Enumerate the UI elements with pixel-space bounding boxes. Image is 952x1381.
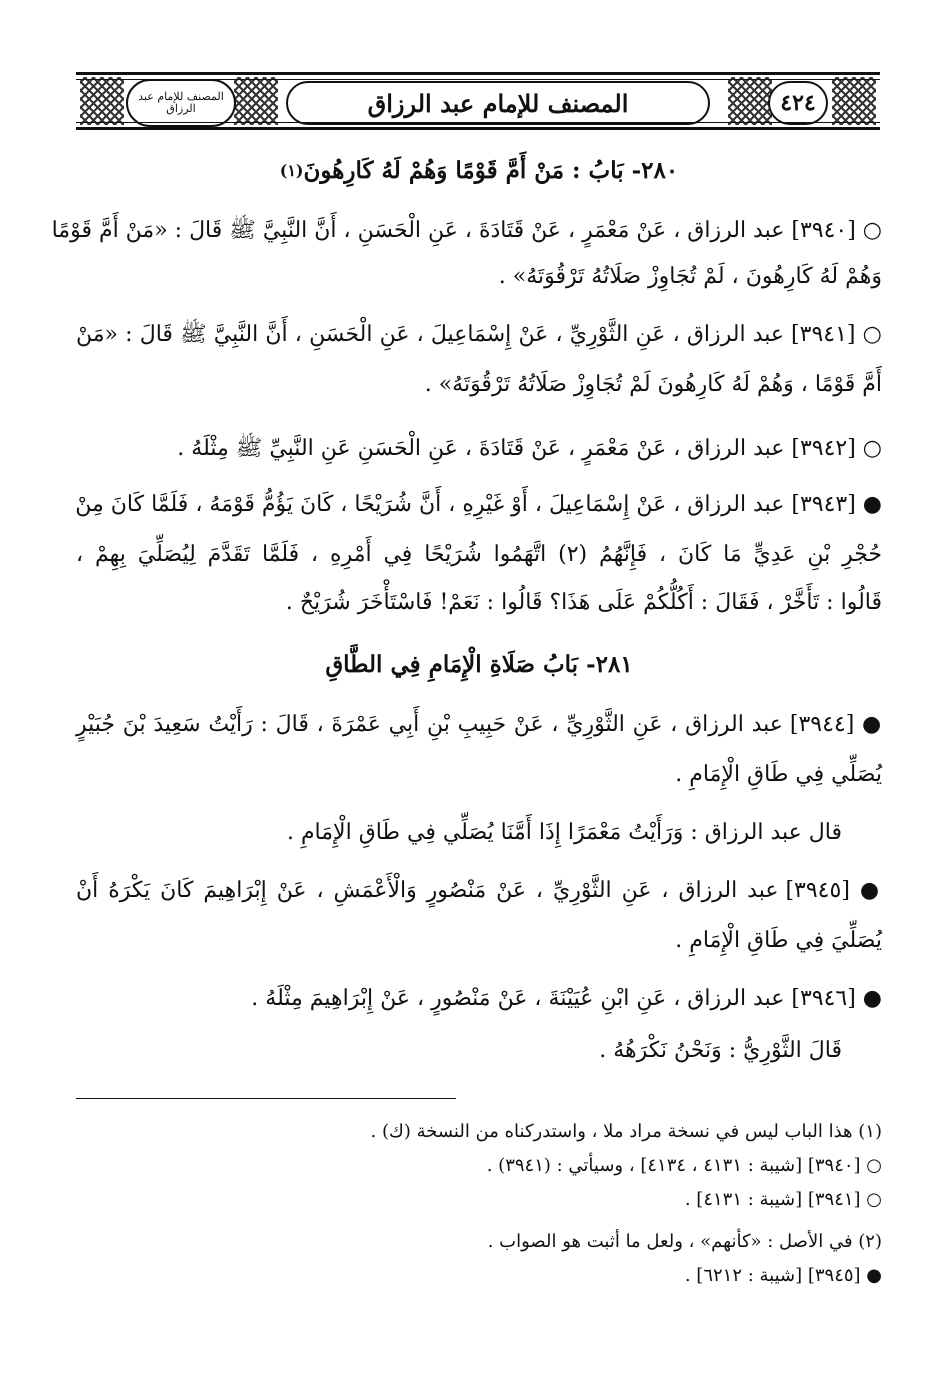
hadith-3943-line-2: حُجْرِ بْنِ عَدِيٍّ مَا كَانَ ، فَإِنَّهُمُ (٢) اتَّهَمُوا شُرَيْحًا فِي أَمْرِهِ ، فَلَمَّا تَقَدَّمَ لِيُصَلِّيَ بِهِمْ ، — [76, 542, 883, 567]
hadith-3944-comment: قال عبد الرزاق : وَرَأَيْتُ مَعْمَرًا إِذَا أَمَّنَا يُصَلِّي فِي طَاقِ الْإِمَامِ . — [286, 820, 842, 845]
hadith-3943-line-1: ● [٣٩٤٣] عبد الرزاق ، عَنْ إِسْمَاعِيلَ ، أَوْ غَيْرِهِ ، أَنَّ شُرَيْحًا ، كَانَ يَؤُمُّ قَوْمَهُ ، فَلَمَّا كَانَ مِنْ — [75, 492, 882, 517]
ornament-right — [832, 77, 876, 125]
hadith-3942-line-1: ○ [٣٩٤٢] عبد الرزاق ، عَنْ مَعْمَرٍ ، عَنْ قَتَادَةَ ، عَنِ الْحَسَنِ عَنِ النَّبِيِّ ﷺ مِثْلَهُ . — [177, 436, 882, 461]
ornament-left-inner — [234, 77, 278, 125]
hadith-3945-line-2: يُصَلِّيَ فِي طَاقِ الْإِمَامِ . — [675, 928, 882, 953]
footnote-3945: ● [٣٩٤٥] [شيبة : ٦٢١٢] . — [684, 1265, 882, 1286]
hadith-3946-line-1: ● [٣٩٤٦] عبد الرزاق ، عَنِ ابْنِ عُيَيْنَةَ ، عَنْ مَنْصُورٍ ، عَنْ إِبْرَاهِيمَ مِثْلَهُ . — [251, 986, 882, 1011]
hadith-3944-line-2: يُصَلِّي فِي طَاقِ الْإِمَامِ . — [675, 762, 882, 787]
hadith-3940-line-2: وَهُمْ لَهُ كَارِهُونَ ، لَمْ تُجَاوِزْ صَلَاتُهُ تَرْقُوَتَهُ» . — [498, 264, 882, 289]
footnote-ref: (١) — [279, 161, 304, 180]
hadith-3941-line-2: أَمَّ قَوْمًا ، وَهُمْ لَهُ كَارِهُونَ لَمْ تُجَاوِزْ صَلَاتُهُ تَرْقُوَتَهُ» . — [424, 372, 882, 397]
chapter-heading-281: ٢٨١- بَابُ صَلَاةِ الْإِمَامِ فِي الطَّاقِ — [325, 651, 633, 678]
footnote-3941: ○ [٣٩٤١] [شيبة : ٤١٣١] . — [684, 1189, 882, 1210]
footnote-1: (١) هذا الباب ليس في نسخة مراد ملا ، واستدركناه من النسخة (ك) . — [370, 1121, 882, 1142]
running-title: المصنف للإمام عبد الرزاق — [286, 81, 710, 125]
hadith-3943-line-3: قَالُوا : تَأَخَّرْ ، فَقَالَ : أَكُلُّكُمْ عَلَى هَذَا؟ قَالُوا : نَعَمْ! فَاسْتَأْخَرَ شُرَيْحٌ . — [285, 590, 882, 615]
book-seal: المصنف للإمام عبد الرزاق — [126, 79, 236, 127]
footnote-2: (٢) في الأصل : «كأنهم» ، ولعل ما أثبت هو الصواب . — [487, 1231, 882, 1252]
hadith-3941-line-1: ○ [٣٩٤١] عبد الرزاق ، عَنِ الثَّوْرِيِّ ، عَنْ إِسْمَاعِيلَ ، عَنِ الْحَسَنِ ، أَنَّ النَّبِيَّ ﷺ قَالَ : «مَنْ — [76, 322, 883, 347]
hadith-3945-line-1: ● [٣٩٤٥] عبد الرزاق ، عَنِ الثَّوْرِيِّ ، عَنْ مَنْصُورٍ وَالْأَعْمَشِ ، عَنْ إِبْرَاهِيمَ كَانَ يَكْرَهُ أَنْ — [76, 878, 882, 903]
hadith-3940-line-1: ○ [٣٩٤٠] عبد الرزاق ، عَنْ مَعْمَرٍ ، عَنْ قَتَادَةَ ، عَنِ الْحَسَنِ ، أَنَّ النَّبِيَّ ﷺ قَالَ : «مَنْ أَمَّ قَوْمًا — [51, 218, 882, 243]
page-number: ٤٢٤ — [768, 81, 828, 125]
ornament-right-inner — [728, 77, 772, 125]
page-header — [76, 72, 880, 130]
chapter-heading-text: ٢٨٠- بَابُ : مَنْ أَمَّ قَوْمًا وَهُمْ لَهُ كَارِهُونَ — [303, 157, 679, 184]
hadith-3946-comment: قَالَ الثَّوْرِيُّ : وَنَحْنُ نَكْرَهُهُ . — [599, 1038, 842, 1063]
footnote-3940: ○ [٣٩٤٠] [شيبة : ٤١٣١ ، ٤١٣٤] ، وسيأتي : (٣٩٤١) . — [486, 1155, 882, 1176]
hadith-3944-line-1: ● [٣٩٤٤] عبد الرزاق ، عَنِ الثَّوْرِيِّ ، عَنْ حَبِيبِ بْنِ أَبِي عَمْرَةَ ، قَالَ : رَأَيْتُ سَعِيدَ بْنَ جُبَيْرٍ — [76, 712, 882, 737]
ornament-left — [80, 77, 124, 125]
chapter-heading-280 — [76, 156, 882, 186]
footnote-divider — [76, 1098, 456, 1099]
